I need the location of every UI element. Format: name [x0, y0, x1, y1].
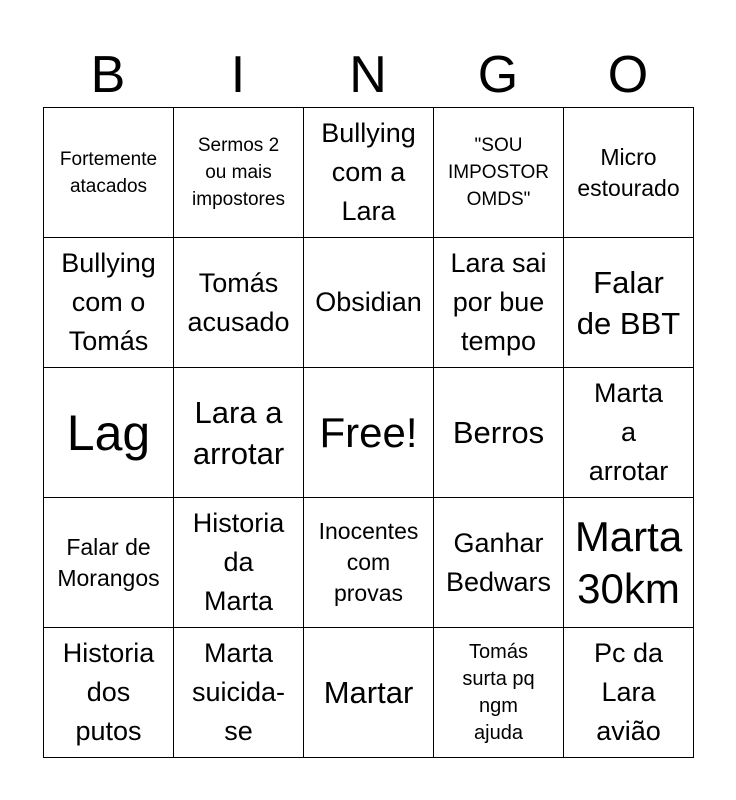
bingo-cell-1-5[interactable] [564, 108, 694, 238]
cell-text: Free! [319, 408, 418, 456]
bingo-cell-4-4[interactable] [434, 498, 564, 628]
bingo-cell-5-3[interactable] [304, 628, 434, 758]
cell-text: Bullying com a Lara [321, 118, 416, 226]
header-letter-b: B [90, 46, 126, 104]
cell-text: Marta suicida- se [191, 638, 286, 746]
bingo-cell-4-1[interactable] [44, 498, 174, 628]
bingo-cell-3-4[interactable] [434, 368, 564, 498]
bingo-cell-4-2[interactable] [174, 498, 304, 628]
bingo-grid [43, 107, 694, 758]
bingo-cell-3-2[interactable] [174, 368, 304, 498]
cell-text: Lara a arrotar [192, 394, 285, 471]
bingo-cell-1-4[interactable] [434, 108, 564, 238]
bingo-cell-4-5[interactable] [564, 498, 694, 628]
cell-text: Micro estourado [577, 143, 680, 201]
bingo-header [43, 44, 693, 106]
header-letter-g: G [477, 46, 519, 104]
cell-text: Historia dos putos [62, 638, 155, 746]
cell-text: Fortemente atacados [59, 148, 158, 197]
bingo-cell-2-2[interactable] [174, 238, 304, 368]
cell-text: Sermos 2 ou mais impostores [192, 135, 285, 210]
bingo-cell-3-3[interactable] [304, 368, 434, 498]
cell-text: Pc da Lara avião [593, 638, 664, 746]
cell-text: Ganhar Bedwars [445, 527, 552, 597]
cell-text: Martar [323, 675, 414, 710]
cell-text: Berros [452, 415, 545, 450]
header-letter-n: N [349, 46, 387, 104]
bingo-cell-5-2[interactable] [174, 628, 304, 758]
bingo-cell-1-3[interactable] [304, 108, 434, 238]
cell-text: Bullying com o Tomás [61, 248, 156, 356]
bingo-cell-1-1[interactable] [44, 108, 174, 238]
bingo-cell-3-5[interactable] [564, 368, 694, 498]
cell-text: "SOU IMPOSTOR OMDS" [448, 135, 549, 210]
header-letter-i: I [230, 46, 246, 104]
cell-text: Tomás surta pq ngm ajuda [462, 640, 535, 744]
cell-text: Historia da Marta [192, 508, 285, 616]
cell-text: Marta 30km [574, 512, 683, 612]
cell-text: Lara sai por bue tempo [450, 248, 547, 356]
bingo-cell-2-3[interactable] [304, 238, 434, 368]
cell-text: Tomás acusado [187, 267, 290, 337]
cell-text: Lag [66, 404, 151, 461]
bingo-cell-4-3[interactable] [304, 498, 434, 628]
bingo-cell-3-1[interactable] [44, 368, 174, 498]
cell-text: Inocentes com provas [318, 518, 419, 606]
bingo-cell-1-2[interactable] [174, 108, 304, 238]
cell-text: Marta a arrotar [588, 378, 669, 486]
cell-text: Falar de Morangos [57, 533, 160, 591]
bingo-cell-2-4[interactable] [434, 238, 564, 368]
bingo-cell-2-1[interactable] [44, 238, 174, 368]
bingo-cell-5-1[interactable] [44, 628, 174, 758]
header-letter-o: O [607, 46, 649, 104]
cell-text: Falar de BBT [576, 264, 681, 341]
cell-text: Obsidian [315, 287, 422, 317]
bingo-cell-5-5[interactable] [564, 628, 694, 758]
bingo-cell-2-5[interactable] [564, 238, 694, 368]
bingo-cell-5-4[interactable] [434, 628, 564, 758]
